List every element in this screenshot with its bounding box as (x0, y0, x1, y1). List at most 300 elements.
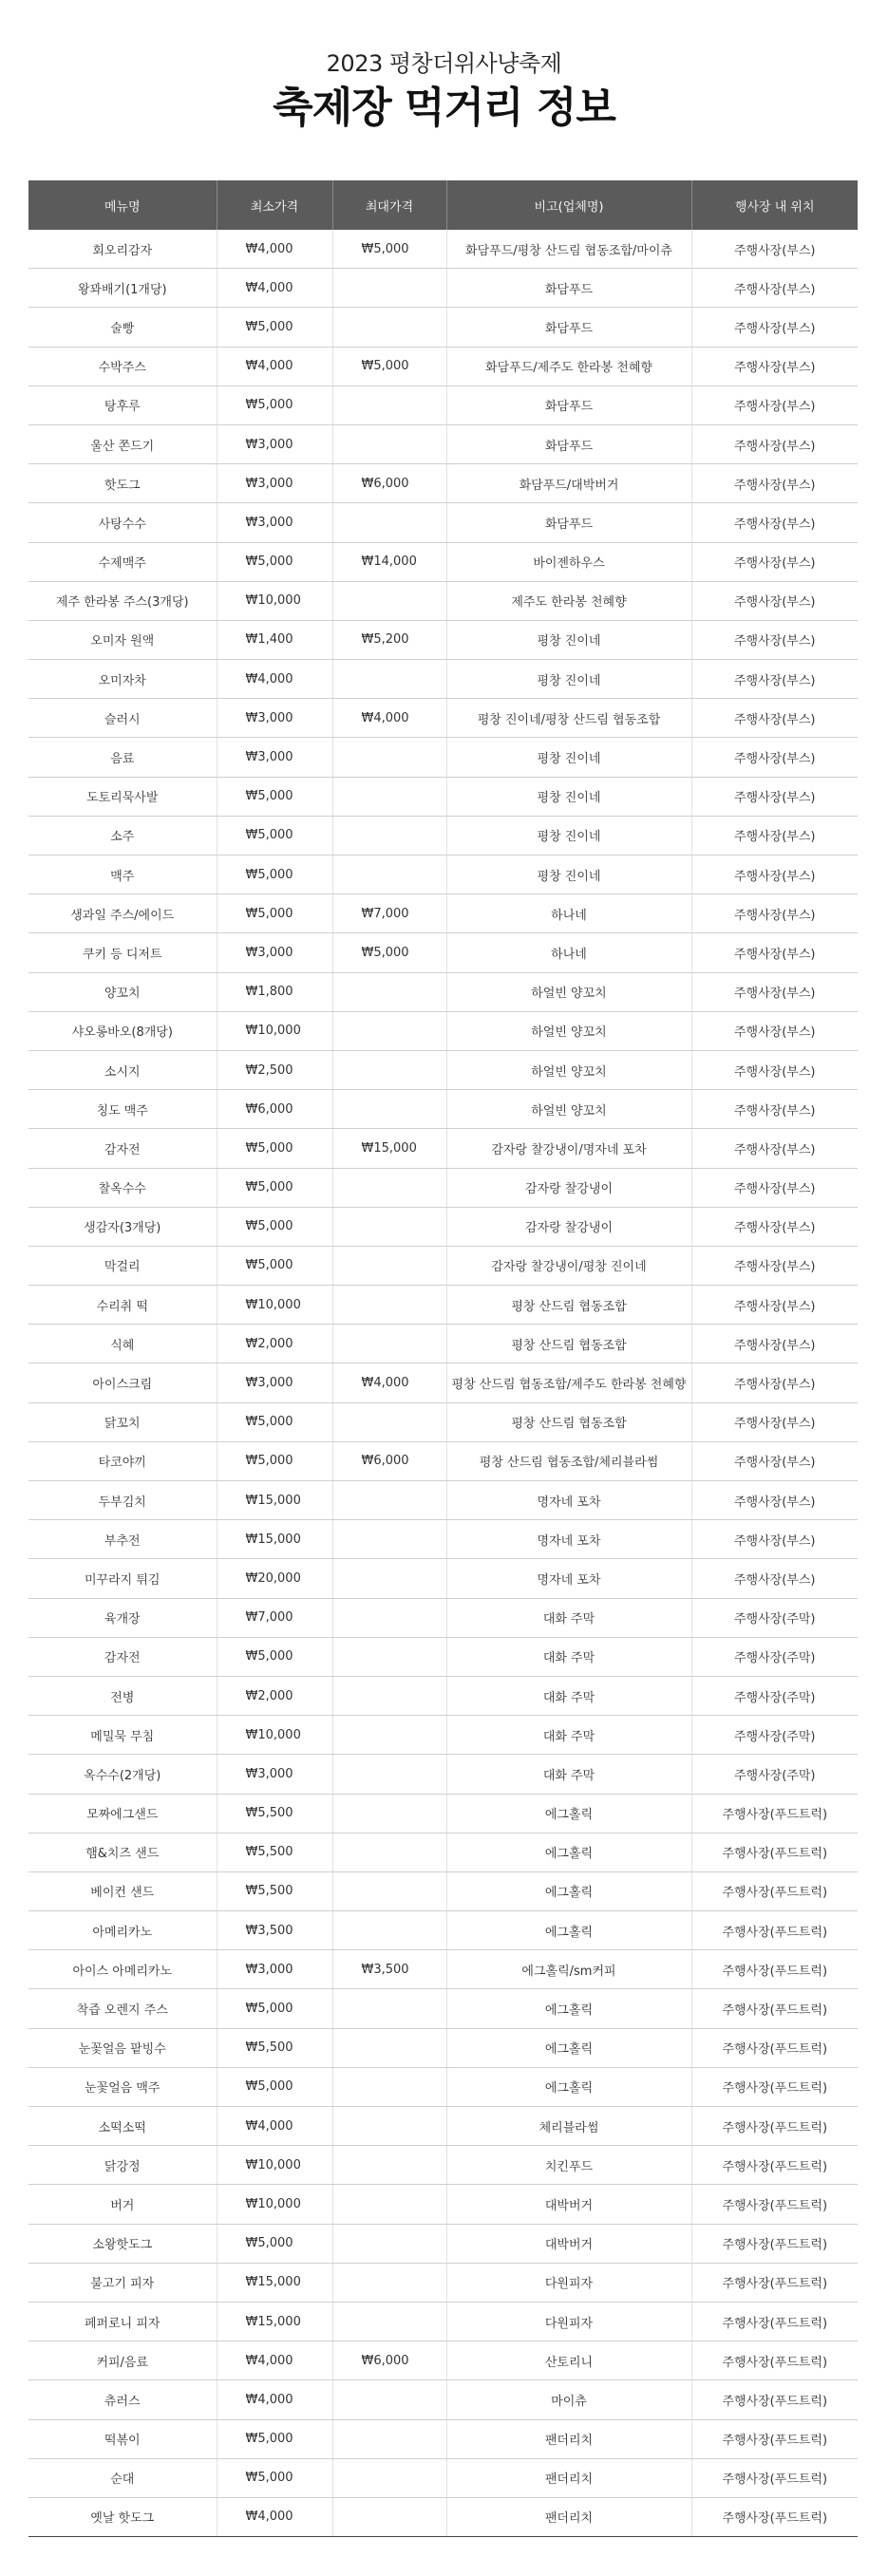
max-price-cell (332, 2107, 446, 2146)
max-price-cell (332, 2497, 446, 2536)
menu-name-cell: 옛날 핫도그 (28, 2497, 217, 2536)
vendor-cell: 화담푸드 (446, 424, 691, 463)
vendor-cell: 평창 진이네 (446, 856, 691, 894)
vendor-cell: 화담푸드 (446, 385, 691, 424)
menu-name-cell: 제주 한라봉 주스(3개당) (28, 581, 217, 620)
menu-name-cell: 타코야끼 (28, 1441, 217, 1480)
location-cell: 주행사장(부스) (691, 1481, 858, 1520)
min-price-cell: ₩7,000 (217, 1598, 332, 1637)
max-price-cell (332, 2380, 446, 2419)
min-price-cell: ₩5,000 (217, 2067, 332, 2106)
max-price-cell (332, 1520, 446, 1559)
vendor-cell: 하나네 (446, 933, 691, 972)
table-row (28, 777, 858, 816)
min-price-cell: ₩5,500 (217, 1794, 332, 1833)
table-row (28, 2224, 858, 2263)
menu-name-cell: 떡볶이 (28, 2419, 217, 2458)
vendor-cell: 하얼빈 양꼬치 (446, 1011, 691, 1050)
max-price-cell (332, 1637, 446, 1676)
table-row (28, 503, 858, 542)
max-price-cell (332, 1168, 446, 1207)
max-price-cell (332, 1090, 446, 1129)
table-row (28, 2419, 858, 2458)
vendor-cell: 하얼빈 양꼬치 (446, 1050, 691, 1089)
vendor-cell: 하나네 (446, 894, 691, 933)
location-cell: 주행사장(부스) (691, 933, 858, 972)
vendor-cell: 화담푸드 (446, 269, 691, 308)
location-cell: 주행사장(부스) (691, 308, 858, 347)
table-row (28, 2458, 858, 2497)
max-price-cell (332, 424, 446, 463)
page-header (0, 0, 888, 133)
menu-name-cell: 미꾸라지 튀김 (28, 1559, 217, 1598)
vendor-cell: 평창 산드림 협동조합 (446, 1402, 691, 1441)
vendor-cell: 명자네 포차 (446, 1559, 691, 1598)
max-price-cell (332, 2458, 446, 2497)
max-price-cell: ₩5,000 (332, 347, 446, 385)
vendor-cell: 평창 진이네 (446, 660, 691, 699)
location-cell: 주행사장(부스) (691, 816, 858, 855)
vendor-cell: 평창 산드림 협동조합/체리블라썸 (446, 1441, 691, 1480)
column-header-min-price: 최소가격 (217, 180, 332, 230)
vendor-cell: 평창 산드림 협동조합/제주도 한라봉 천혜향 (446, 1363, 691, 1402)
location-cell: 주행사장(부스) (691, 972, 858, 1011)
menu-name-cell: 전병 (28, 1676, 217, 1715)
min-price-cell: ₩5,500 (217, 1871, 332, 1910)
vendor-cell: 명자네 포차 (446, 1481, 691, 1520)
vendor-cell: 평창 진이네 (446, 777, 691, 816)
menu-name-cell: 눈꽃얼음 맥주 (28, 2067, 217, 2106)
table-row (28, 2380, 858, 2419)
vendor-cell: 팬더리치 (446, 2419, 691, 2458)
table-row (28, 1520, 858, 1559)
vendor-cell: 하얼빈 양꼬치 (446, 972, 691, 1011)
max-price-cell (332, 1011, 446, 1050)
table-row (28, 1559, 858, 1598)
menu-name-cell: 착즙 오렌지 주스 (28, 1989, 217, 2028)
min-price-cell: ₩5,000 (217, 308, 332, 347)
min-price-cell: ₩3,000 (217, 933, 332, 972)
vendor-cell: 평창 진이네/평창 산드림 협동조합 (446, 699, 691, 738)
max-price-cell (332, 1989, 446, 2028)
max-price-cell (332, 2146, 446, 2185)
location-cell: 주행사장(부스) (691, 464, 858, 503)
location-cell: 주행사장(푸드트럭) (691, 1950, 858, 1989)
max-price-cell (332, 777, 446, 816)
menu-name-cell: 감자전 (28, 1637, 217, 1676)
table-row (28, 1168, 858, 1207)
vendor-cell: 하얼빈 양꼬치 (446, 1090, 691, 1129)
max-price-cell (332, 660, 446, 699)
table-row (28, 424, 858, 463)
location-cell: 주행사장(푸드트럭) (691, 2107, 858, 2146)
table-row (28, 933, 858, 972)
menu-name-cell: 양꼬치 (28, 972, 217, 1011)
min-price-cell: ₩3,000 (217, 503, 332, 542)
min-price-cell: ₩5,500 (217, 1833, 332, 1871)
vendor-cell: 평창 산드림 협동조합 (446, 1325, 691, 1363)
table-row (28, 972, 858, 1011)
max-price-cell: ₩14,000 (332, 542, 446, 581)
min-price-cell: ₩10,000 (217, 1716, 332, 1755)
vendor-cell: 치킨푸드 (446, 2146, 691, 2185)
table-row (28, 1363, 858, 1402)
min-price-cell: ₩6,000 (217, 1090, 332, 1129)
max-price-cell (332, 2224, 446, 2263)
min-price-cell: ₩5,000 (217, 894, 332, 933)
menu-name-cell: 닭꼬치 (28, 1402, 217, 1441)
location-cell: 주행사장(푸드트럭) (691, 1871, 858, 1910)
max-price-cell (332, 2185, 446, 2224)
table-row (28, 1871, 858, 1910)
vendor-cell: 팬더리치 (446, 2458, 691, 2497)
vendor-cell: 감자랑 찰강냉이 (446, 1207, 691, 1246)
page-title: 축제장 먹거리 정보 (273, 84, 615, 132)
menu-name-cell: 순대 (28, 2458, 217, 2497)
max-price-cell (332, 1246, 446, 1285)
min-price-cell: ₩3,000 (217, 1363, 332, 1402)
location-cell: 주행사장(부스) (691, 424, 858, 463)
max-price-cell (332, 1050, 446, 1089)
vendor-cell: 평창 진이네 (446, 816, 691, 855)
location-cell: 주행사장(부스) (691, 1363, 858, 1402)
table-row (28, 816, 858, 855)
min-price-cell: ₩5,000 (217, 1402, 332, 1441)
min-price-cell: ₩4,000 (217, 2341, 332, 2380)
table-row (28, 1950, 858, 1989)
table-row (28, 1402, 858, 1441)
vendor-cell: 체리블라썸 (446, 2107, 691, 2146)
location-cell: 주행사장(주막) (691, 1716, 858, 1755)
location-cell: 주행사장(푸드트럭) (691, 2302, 858, 2341)
min-price-cell: ₩5,000 (217, 1989, 332, 2028)
min-price-cell: ₩5,000 (217, 1168, 332, 1207)
menu-name-cell: 부추전 (28, 1520, 217, 1559)
menu-name-cell: 닭강정 (28, 2146, 217, 2185)
min-price-cell: ₩2,500 (217, 1050, 332, 1089)
table-row (28, 308, 858, 347)
location-cell: 주행사장(부스) (691, 1520, 858, 1559)
location-cell: 주행사장(부스) (691, 1246, 858, 1285)
menu-name-cell: 아이스크림 (28, 1363, 217, 1402)
min-price-cell: ₩3,000 (217, 699, 332, 738)
min-price-cell: ₩2,000 (217, 1676, 332, 1715)
location-cell: 주행사장(푸드트럭) (691, 2263, 858, 2302)
vendor-cell: 대화 주막 (446, 1755, 691, 1794)
max-price-cell (332, 856, 446, 894)
min-price-cell: ₩4,000 (217, 269, 332, 308)
table-row (28, 738, 858, 777)
max-price-cell (332, 1871, 446, 1910)
table-row (28, 2185, 858, 2224)
vendor-cell: 대화 주막 (446, 1716, 691, 1755)
location-cell: 주행사장(부스) (691, 385, 858, 424)
min-price-cell: ₩10,000 (217, 1286, 332, 1325)
max-price-cell: ₩7,000 (332, 894, 446, 933)
vendor-cell: 화담푸드 (446, 308, 691, 347)
location-cell: 주행사장(푸드트럭) (691, 2419, 858, 2458)
max-price-cell (332, 1676, 446, 1715)
table-row (28, 2497, 858, 2536)
menu-name-cell: 햄&치즈 샌드 (28, 1833, 217, 1871)
min-price-cell: ₩4,000 (217, 660, 332, 699)
max-price-cell (332, 385, 446, 424)
max-price-cell: ₩5,000 (332, 933, 446, 972)
max-price-cell: ₩3,500 (332, 1950, 446, 1989)
location-cell: 주행사장(부스) (691, 1207, 858, 1246)
menu-name-cell: 소주 (28, 816, 217, 855)
menu-name-cell: 핫도그 (28, 464, 217, 503)
menu-name-cell: 페퍼로니 피자 (28, 2302, 217, 2341)
location-cell: 주행사장(푸드트럭) (691, 2146, 858, 2185)
min-price-cell: ₩5,000 (217, 542, 332, 581)
table-row (28, 1325, 858, 1363)
table-row (28, 894, 858, 933)
festival-subtitle: 2023 평창더위사냥축제 (326, 50, 562, 77)
menu-name-cell: 생감자(3개당) (28, 1207, 217, 1246)
menu-name-cell: 회오리감자 (28, 230, 217, 269)
vendor-cell: 다원피자 (446, 2302, 691, 2341)
table-row (28, 464, 858, 503)
location-cell: 주행사장(부스) (691, 1168, 858, 1207)
vendor-cell: 바이젠하우스 (446, 542, 691, 581)
menu-name-cell: 도토리묵사발 (28, 777, 217, 816)
table-row (28, 1676, 858, 1715)
vendor-cell: 대화 주막 (446, 1637, 691, 1676)
location-cell: 주행사장(푸드트럭) (691, 1911, 858, 1950)
min-price-cell: ₩5,000 (217, 1207, 332, 1246)
table-row (28, 1989, 858, 2028)
min-price-cell: ₩5,000 (217, 2419, 332, 2458)
food-table-container (28, 180, 858, 2537)
menu-name-cell: 모짜에그샌드 (28, 1794, 217, 1833)
table-row (28, 1050, 858, 1089)
location-cell: 주행사장(주막) (691, 1755, 858, 1794)
table-row (28, 2302, 858, 2341)
vendor-cell: 에그홀릭 (446, 2028, 691, 2067)
table-body (28, 230, 858, 2537)
location-cell: 주행사장(주막) (691, 1598, 858, 1637)
max-price-cell (332, 816, 446, 855)
location-cell: 주행사장(푸드트럭) (691, 2497, 858, 2536)
max-price-cell (332, 581, 446, 620)
max-price-cell (332, 269, 446, 308)
menu-name-cell: 수제맥주 (28, 542, 217, 581)
min-price-cell: ₩5,000 (217, 1246, 332, 1285)
table-row (28, 347, 858, 385)
max-price-cell (332, 1207, 446, 1246)
location-cell: 주행사장(부스) (691, 699, 858, 738)
vendor-cell: 평창 진이네 (446, 620, 691, 659)
table-row (28, 1833, 858, 1871)
table-row (28, 1011, 858, 1050)
max-price-cell (332, 1794, 446, 1833)
header-row (28, 180, 858, 230)
max-price-cell (332, 1402, 446, 1441)
min-price-cell: ₩4,000 (217, 230, 332, 269)
location-cell: 주행사장(부스) (691, 660, 858, 699)
table-row (28, 2341, 858, 2380)
column-header-note: 비고(업체명) (446, 180, 691, 230)
max-price-cell: ₩6,000 (332, 2341, 446, 2380)
menu-name-cell: 육개장 (28, 1598, 217, 1637)
vendor-cell: 제주도 한라봉 천혜향 (446, 581, 691, 620)
menu-name-cell: 소떡소떡 (28, 2107, 217, 2146)
location-cell: 주행사장(주막) (691, 1676, 858, 1715)
min-price-cell: ₩5,000 (217, 2458, 332, 2497)
menu-name-cell: 두부김치 (28, 1481, 217, 1520)
location-cell: 주행사장(주막) (691, 1637, 858, 1676)
vendor-cell: 감자랑 찰강냉이/평창 진이네 (446, 1246, 691, 1285)
location-cell: 주행사장(부스) (691, 347, 858, 385)
menu-name-cell: 베이컨 샌드 (28, 1871, 217, 1910)
table-row (28, 269, 858, 308)
max-price-cell (332, 1833, 446, 1871)
vendor-cell: 에그홀릭 (446, 1794, 691, 1833)
min-price-cell: ₩5,000 (217, 856, 332, 894)
column-header-max-price: 최대가격 (332, 180, 446, 230)
menu-name-cell: 수리취 떡 (28, 1286, 217, 1325)
vendor-cell: 명자네 포차 (446, 1520, 691, 1559)
location-cell: 주행사장(푸드트럭) (691, 2028, 858, 2067)
location-cell: 주행사장(푸드트럭) (691, 1833, 858, 1871)
min-price-cell: ₩5,000 (217, 1441, 332, 1480)
table-row (28, 1794, 858, 1833)
menu-name-cell: 사탕수수 (28, 503, 217, 542)
table-row (28, 1755, 858, 1794)
vendor-cell: 마이츄 (446, 2380, 691, 2419)
table-row (28, 385, 858, 424)
menu-name-cell: 눈꽃얼음 팥빙수 (28, 2028, 217, 2067)
max-price-cell (332, 308, 446, 347)
max-price-cell (332, 1325, 446, 1363)
max-price-cell: ₩5,200 (332, 620, 446, 659)
vendor-cell: 에그홀릭/sm커피 (446, 1950, 691, 1989)
max-price-cell (332, 2028, 446, 2067)
vendor-cell: 감자랑 찰강냉이 (446, 1168, 691, 1207)
table-row (28, 581, 858, 620)
table-row (28, 2263, 858, 2302)
table-row (28, 2107, 858, 2146)
max-price-cell (332, 503, 446, 542)
vendor-cell: 감자랑 찰강냉이/명자네 포차 (446, 1129, 691, 1168)
min-price-cell: ₩15,000 (217, 1481, 332, 1520)
menu-name-cell: 감자전 (28, 1129, 217, 1168)
location-cell: 주행사장(부스) (691, 542, 858, 581)
max-price-cell (332, 2263, 446, 2302)
menu-name-cell: 수박주스 (28, 347, 217, 385)
max-price-cell (332, 1559, 446, 1598)
location-cell: 주행사장(푸드트럭) (691, 2458, 858, 2497)
max-price-cell (332, 1755, 446, 1794)
table-row (28, 1207, 858, 1246)
menu-name-cell: 옥수수(2개당) (28, 1755, 217, 1794)
menu-name-cell: 소왕핫도그 (28, 2224, 217, 2263)
location-cell: 주행사장(부스) (691, 894, 858, 933)
max-price-cell: ₩4,000 (332, 1363, 446, 1402)
min-price-cell: ₩5,500 (217, 2028, 332, 2067)
menu-name-cell: 츄러스 (28, 2380, 217, 2419)
max-price-cell (332, 1911, 446, 1950)
min-price-cell: ₩5,000 (217, 777, 332, 816)
menu-name-cell: 슬러시 (28, 699, 217, 738)
table-row (28, 1129, 858, 1168)
location-cell: 주행사장(부스) (691, 1011, 858, 1050)
vendor-cell: 대화 주막 (446, 1676, 691, 1715)
menu-name-cell: 맥주 (28, 856, 217, 894)
location-cell: 주행사장(부스) (691, 230, 858, 269)
min-price-cell: ₩15,000 (217, 2263, 332, 2302)
max-price-cell: ₩6,000 (332, 464, 446, 503)
menu-name-cell: 생과일 주스/에이드 (28, 894, 217, 933)
menu-name-cell: 음료 (28, 738, 217, 777)
min-price-cell: ₩4,000 (217, 2107, 332, 2146)
location-cell: 주행사장(부스) (691, 620, 858, 659)
min-price-cell: ₩1,800 (217, 972, 332, 1011)
min-price-cell: ₩10,000 (217, 2146, 332, 2185)
table-header (28, 180, 858, 230)
min-price-cell: ₩4,000 (217, 2497, 332, 2536)
max-price-cell (332, 972, 446, 1011)
max-price-cell (332, 2302, 446, 2341)
min-price-cell: ₩5,000 (217, 816, 332, 855)
min-price-cell: ₩5,000 (217, 1637, 332, 1676)
vendor-cell: 산토리니 (446, 2341, 691, 2380)
location-cell: 주행사장(부스) (691, 1441, 858, 1480)
max-price-cell (332, 1598, 446, 1637)
vendor-cell: 화담푸드 (446, 503, 691, 542)
vendor-cell: 화담푸드/대박버거 (446, 464, 691, 503)
column-header-location: 행사장 내 위치 (691, 180, 858, 230)
table-row (28, 1637, 858, 1676)
location-cell: 주행사장(푸드트럭) (691, 2341, 858, 2380)
table-row (28, 1598, 858, 1637)
min-price-cell: ₩5,000 (217, 2224, 332, 2263)
vendor-cell: 대박버거 (446, 2185, 691, 2224)
vendor-cell: 대박버거 (446, 2224, 691, 2263)
min-price-cell: ₩10,000 (217, 1011, 332, 1050)
min-price-cell: ₩4,000 (217, 347, 332, 385)
menu-name-cell: 커피/음료 (28, 2341, 217, 2380)
max-price-cell: ₩4,000 (332, 699, 446, 738)
table-row (28, 660, 858, 699)
min-price-cell: ₩3,000 (217, 1950, 332, 1989)
menu-name-cell: 울산 쫀드기 (28, 424, 217, 463)
vendor-cell: 대화 주막 (446, 1598, 691, 1637)
table-row (28, 542, 858, 581)
min-price-cell: ₩3,000 (217, 424, 332, 463)
location-cell: 주행사장(푸드트럭) (691, 2224, 858, 2263)
vendor-cell: 에그홀릭 (446, 1871, 691, 1910)
menu-name-cell: 왕꽈배기(1개당) (28, 269, 217, 308)
location-cell: 주행사장(푸드트럭) (691, 2185, 858, 2224)
menu-name-cell: 막걸리 (28, 1246, 217, 1285)
menu-name-cell: 탕후루 (28, 385, 217, 424)
location-cell: 주행사장(부스) (691, 1050, 858, 1089)
table-row (28, 2146, 858, 2185)
vendor-cell: 팬더리치 (446, 2497, 691, 2536)
menu-name-cell: 메밀묵 무침 (28, 1716, 217, 1755)
location-cell: 주행사장(부스) (691, 1129, 858, 1168)
menu-name-cell: 소시지 (28, 1050, 217, 1089)
menu-name-cell: 칭도 맥주 (28, 1090, 217, 1129)
max-price-cell (332, 1481, 446, 1520)
min-price-cell: ₩2,000 (217, 1325, 332, 1363)
location-cell: 주행사장(푸드트럭) (691, 2380, 858, 2419)
location-cell: 주행사장(부스) (691, 1402, 858, 1441)
location-cell: 주행사장(푸드트럭) (691, 1794, 858, 1833)
table-row (28, 699, 858, 738)
